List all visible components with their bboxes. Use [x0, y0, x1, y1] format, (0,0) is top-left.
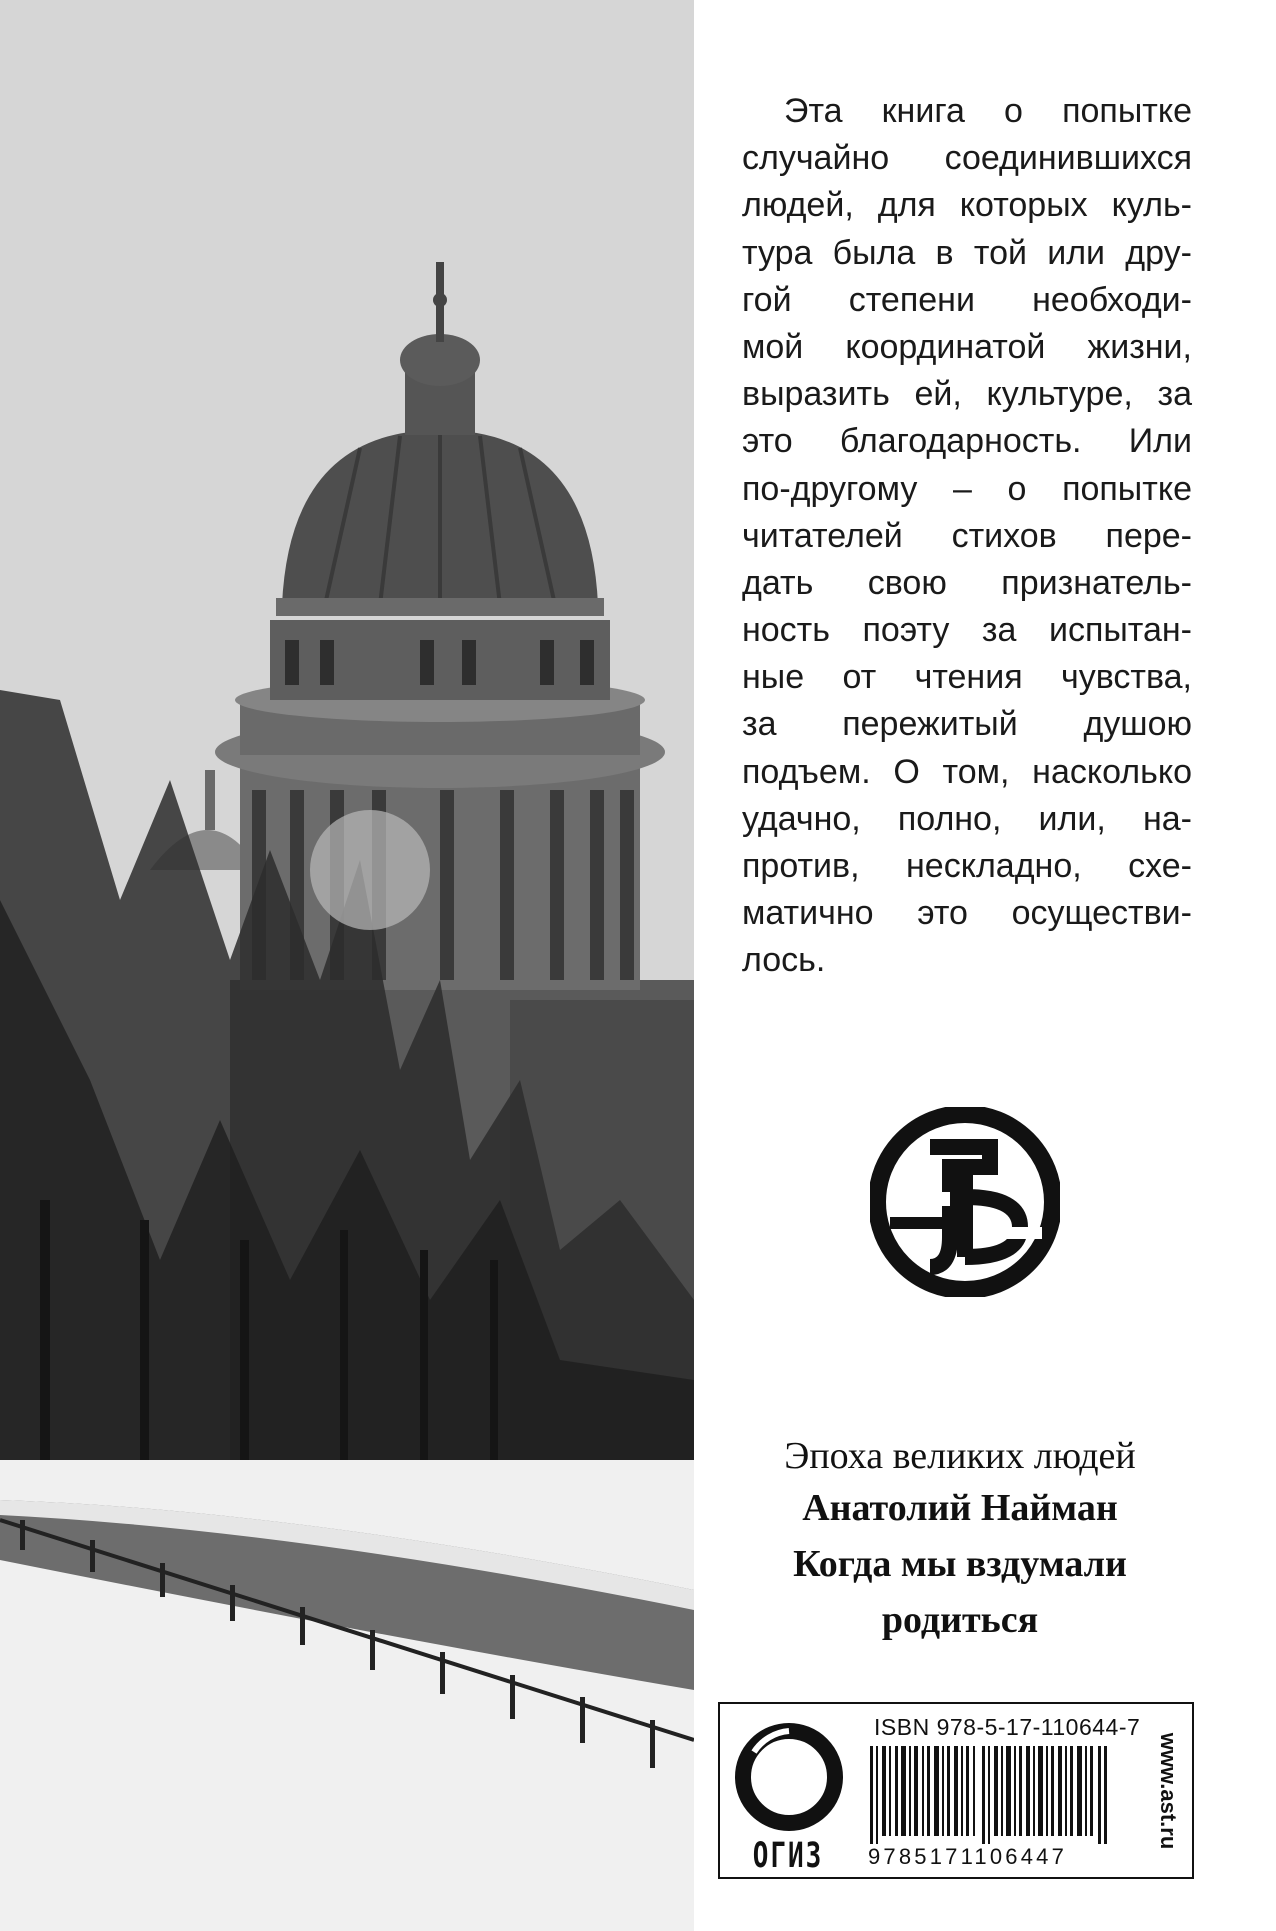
blurb-line: читателей стихов пере-	[742, 516, 1192, 555]
publisher-website	[1152, 1708, 1184, 1874]
author-name: Анатолий Найман	[802, 1487, 1118, 1529]
book-info	[700, 1432, 1220, 1648]
series-emblem-icon	[870, 1107, 1060, 1297]
blurb-line: против, нескладно, схе-	[742, 847, 1192, 885]
back-cover-blurb	[742, 88, 1192, 985]
publisher-mark: ОГИЗ	[752, 1836, 824, 1877]
blurb-line: выразить ей, культуре, за	[742, 375, 1192, 414]
blurb-line: это благодарность. Или	[742, 422, 1192, 461]
ean-number: 9785171106447	[868, 1844, 1068, 1869]
blurb-line: Эта книга о попытке	[784, 92, 1192, 130]
blurb-line: ность поэту за испытан-	[742, 611, 1192, 650]
blurb-line: тура была в той или дру-	[742, 233, 1192, 272]
ogiz-logo-icon	[734, 1722, 844, 1832]
blurb-line: случайно соединившихся	[742, 139, 1192, 178]
barcode-icon	[870, 1746, 1108, 1844]
blurb-line: матично это осуществи-	[742, 894, 1192, 933]
website-text: www.ast.ru	[1156, 1732, 1181, 1850]
isbn-box	[718, 1702, 1194, 1879]
blurb-line: лось.	[742, 941, 826, 980]
blurb-line: ные от чтения чувства,	[742, 658, 1192, 697]
blurb-line: мой координатой жизни,	[742, 327, 1192, 366]
blurb-line: гой степени необходи-	[742, 280, 1192, 319]
blurb-line: подъем. О том, насколько	[742, 752, 1192, 791]
blurb-line: удачно, полно, или, на-	[742, 799, 1192, 838]
series-name: Эпоха великих людей	[784, 1435, 1136, 1477]
book-title-line-2: родиться	[881, 1599, 1039, 1641]
blurb-line: за пережитый душою	[742, 705, 1192, 744]
book-title-line-1: Когда мы вздумали	[793, 1543, 1127, 1585]
isbn-number: ISBN 978-5-17-110644-7	[874, 1714, 1141, 1740]
blurb-line: людей, для которых куль-	[742, 186, 1192, 225]
blurb-line: по-другому – о попытке	[742, 469, 1192, 508]
blurb-line: дать свою признатель-	[742, 563, 1192, 602]
